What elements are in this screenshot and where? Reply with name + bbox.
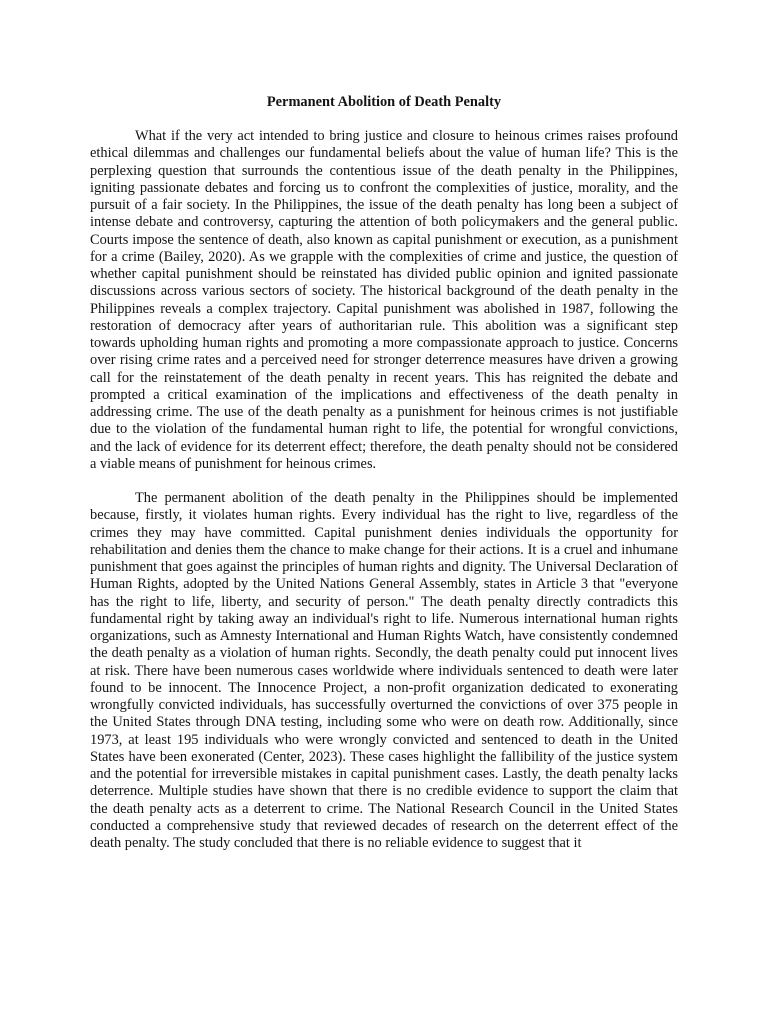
paragraph-body: The permanent abolition of the death penalty in the Philippines should be implemented because, firstly, it violates human rights. Every individual has the right to live, regardless of the crimes they may have committed. Capital punishment denies individuals the opportunity for rehabilitation and denies them the chance to make change for their actions. It is a cruel and inhumane punishment that goes against the principles of human rights and dignity. The Universal Declaration of Human Rights, adopted by the United Nations General Assembly, states in Article 3 that "everyone has the right to life, liberty, and security of person." The death penalty directly contradicts this fundamental right by taking away an individual's right to life. Numerous international human rights organizations, such as Amnesty International and Human Rights Watch, have consistently condemned the death penalty as a violation of human rights. Secondly, the death penalty could put innocent lives at risk. There have been numerous cases worldwide where individuals sentenced to death were later found to be innocent. The Innocence Project, a non-profit organization dedicated to exonerating wrongfully convicted individuals, has successfully overturned the convictions of over 375 people in the United States through DNA testing, including some who were on death row. Additionally, since 1973, at least 195 individuals who were wrongly convicted and sentenced to death in the United States have been exonerated (Center, 2023). These cases highlight the fallibility of the justice system and the potential for irreversible mistakes in capital punishment cases. Lastly, the death penalty lacks deterrence. Multiple studies have shown that there is no credible evidence to support the claim that the death penalty acts as a deterrent to crime. The National Research Council in the United States conducted a comprehensive study that reviewed decades of research on the deterrent effect of the death penalty. The study concluded that there is no reliable evidence to suggest that it: [90, 490, 678, 851]
document-page: [90, 94, 678, 852]
paragraph-introduction: What if the very act intended to bring justice and closure to heinous crimes raises profound ethical dilemmas and challenges our fundamental beliefs about the value of human life? This is the perplexing question that surrounds the contentious issue of the death penalty in the Philippines, igniting passionate debates and forcing us to confront the complexities of justice, morality, and the pursuit of a fair society. In the Philippines, the issue of the death penalty has long been a subject of intense debate and controversy, capturing the attention of both policymakers and the general public. Courts impose the sentence of death, also known as capital punishment or execution, as a punishment for a crime (Bailey, 2020). As we grapple with the complexities of crime and justice, the question of whether capital punishment should be reinstated has divided public opinion and ignited passionate discussions across various sectors of society. The historical background of the death penalty in the Philippines reveals a complex trajectory. Capital punishment was abolished in 1987, following the restoration of democracy after years of authoritarian rule. This abolition was a significant step towards upholding human rights and promoting a more compassionate approach to justice. Concerns over rising crime rates and a perceived need for stronger deterrence measures have driven a growing call for the reinstatement of the death penalty in recent years. This has reignited the debate and prompted a critical examination of the implications and effectiveness of the death penalty in addressing crime. The use of the death penalty as a punishment for heinous crimes is not justifiable due to the violation of the fundamental human right to life, the potential for wrongful convictions, and the lack of evidence for its deterrent effect; therefore, the death penalty should not be considered a viable means of punishment for heinous crimes.: [90, 128, 678, 472]
document-title: Permanent Abolition of Death Penalty: [266, 94, 502, 110]
